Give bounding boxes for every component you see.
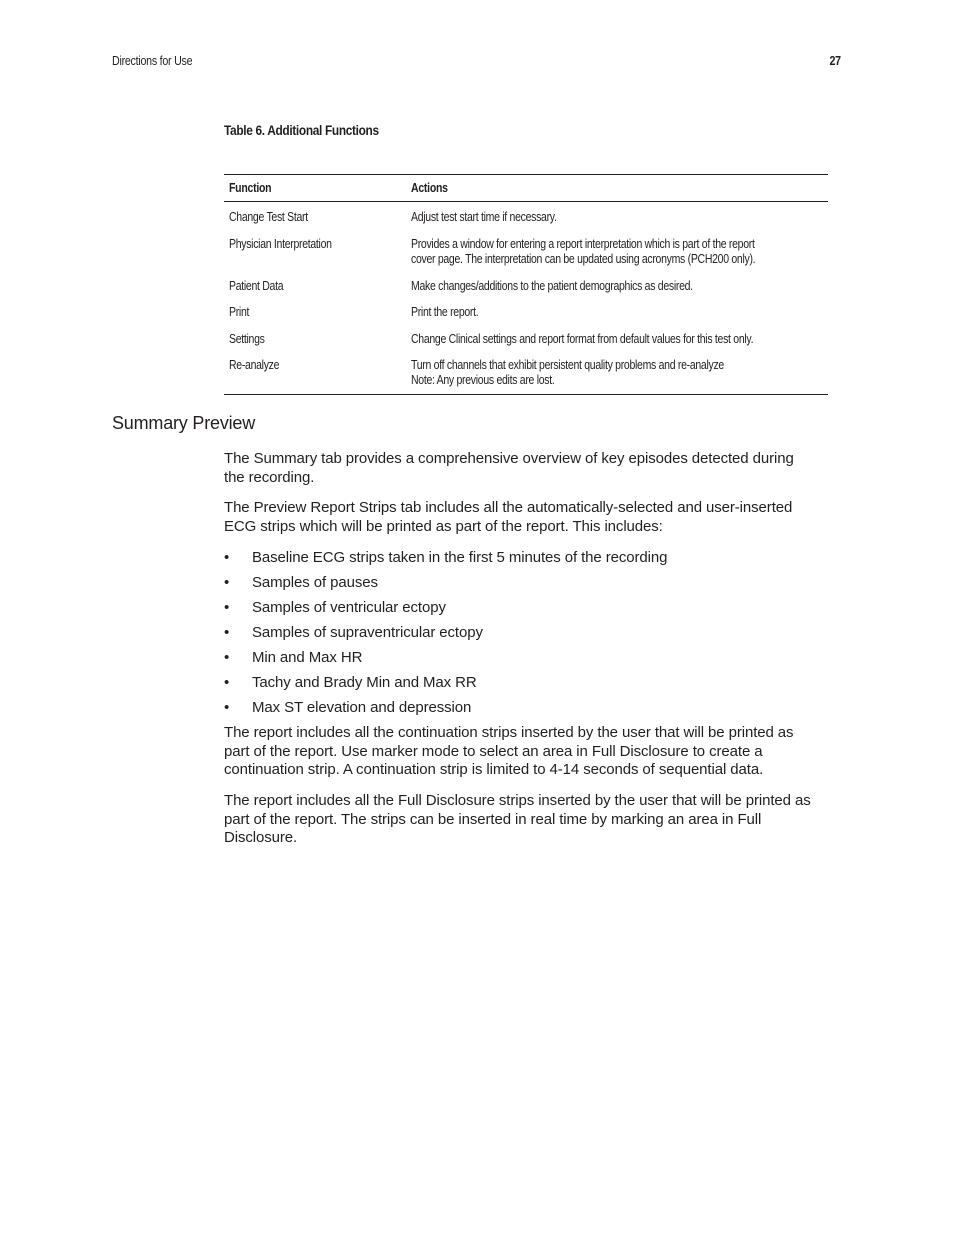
list-item-text: Max ST elevation and depression [252,699,472,716]
paragraph-line: part of the report. Use marker mode to select an area in Full Disclosure to create a [224,742,763,760]
paragraph-summary-tab [224,450,844,487]
row-actions-text: Adjust test start time if necessary. [411,210,557,224]
row-actions [407,279,828,294]
bullet-icon: • [224,624,230,641]
list-item-text: Samples of supraventricular ectopy [252,624,483,641]
row-actions-text: Make changes/additions to the patient demographics as desired. [411,279,693,293]
row-actions [407,332,828,347]
strip-types-list [224,548,667,723]
table-row [224,210,828,225]
bullet-icon: • [224,574,230,591]
row-function-text: Settings [229,332,265,346]
list-item [224,573,667,598]
row-actions [407,237,828,267]
header-actions [407,181,828,195]
row-function-text: Re-analyze [229,358,280,372]
row-function-text: Physician Interpretation [229,237,332,251]
table-body [224,202,828,394]
table-header-row [224,175,828,202]
row-function [224,237,407,267]
list-item [224,598,667,623]
paragraph-line: continuation strip. A continuation strip is limited to 4-14 seconds of sequential data. [224,761,764,778]
bullet-icon: • [224,699,230,716]
table-row [224,305,828,320]
paragraph-line: The report includes all the continuation strips inserted by the user that will be printed as [224,724,794,741]
row-function [224,210,407,225]
bullet-icon: • [224,649,230,666]
list-item [224,548,667,573]
paragraph-line: The report includes all the Full Disclosure strips inserted by the user that will be printed as [224,792,811,809]
row-function [224,358,407,388]
list-item [224,673,667,698]
row-function-text: Patient Data [229,279,284,293]
row-actions [407,305,828,320]
row-function [224,279,407,294]
row-actions-text: cover page. The interpretation can be updated using acronyms (PCH200 only). [411,252,756,266]
paragraph-preview-strips [224,499,844,536]
row-function-text: Print [229,305,250,319]
section-title: Summary Preview [112,413,256,433]
paragraph-line: ECG strips which will be printed as part of the report. This includes: [224,517,663,535]
bullet-icon: • [224,599,230,616]
additional-functions-table [224,174,828,395]
list-item-text: Tachy and Brady Min and Max RR [252,674,477,691]
paragraph-line: The Summary tab provides a comprehensive overview of key episodes detected during [224,450,794,467]
row-actions-text: Provides a window for entering a report interpretation which is part of the report [411,237,755,251]
paragraph-line: The Preview Report Strips tab includes all the automatically-selected and user-inserted [224,499,793,516]
bullet-icon: • [224,549,230,566]
table-caption-text: Table 6. Additional Functions [224,122,379,138]
bullet-icon: • [224,674,230,691]
row-actions-text: Change Clinical settings and report format from default values for this test only. [411,332,754,346]
list-item [224,648,667,673]
table-row [224,237,828,267]
header-function-text: Function [229,181,272,195]
row-actions-text: Turn off channels that exhibit persistent quality problems and re-analyze [411,358,724,372]
row-function [224,305,407,320]
list-item-text: Min and Max HR [252,649,363,666]
paragraph-line: part of the report. The strips can be inserted in real time by marking an area in Full [224,810,762,828]
row-function-text: Change Test Start [229,210,308,224]
running-header [112,53,210,68]
paragraph-line: the recording. [224,468,315,486]
list-item-text: Samples of ventricular ectopy [252,599,446,616]
list-item [224,623,667,648]
page-number-text: 27 [829,53,841,68]
row-actions [407,358,828,388]
list-item [224,698,667,723]
paragraph-continuation-strips [224,724,844,780]
table-caption [224,122,406,138]
list-item-text: Baseline ECG strips taken in the first 5 minutes of the recording [252,549,668,566]
row-actions-text: Note: Any previous edits are lost. [411,373,555,387]
row-function [224,332,407,347]
paragraph-full-disclosure-strips [224,792,844,848]
row-actions-text: Print the report. [411,305,479,319]
table-row [224,279,828,294]
table-row [224,358,828,388]
header-function [224,181,407,195]
page-number [827,53,841,68]
list-item-text: Samples of pauses [252,574,378,591]
running-header-text: Directions for Use [112,53,193,68]
table-row [224,332,828,347]
paragraph-line: Disclosure. [224,829,298,846]
header-actions-text: Actions [411,181,448,195]
row-actions [407,210,828,225]
